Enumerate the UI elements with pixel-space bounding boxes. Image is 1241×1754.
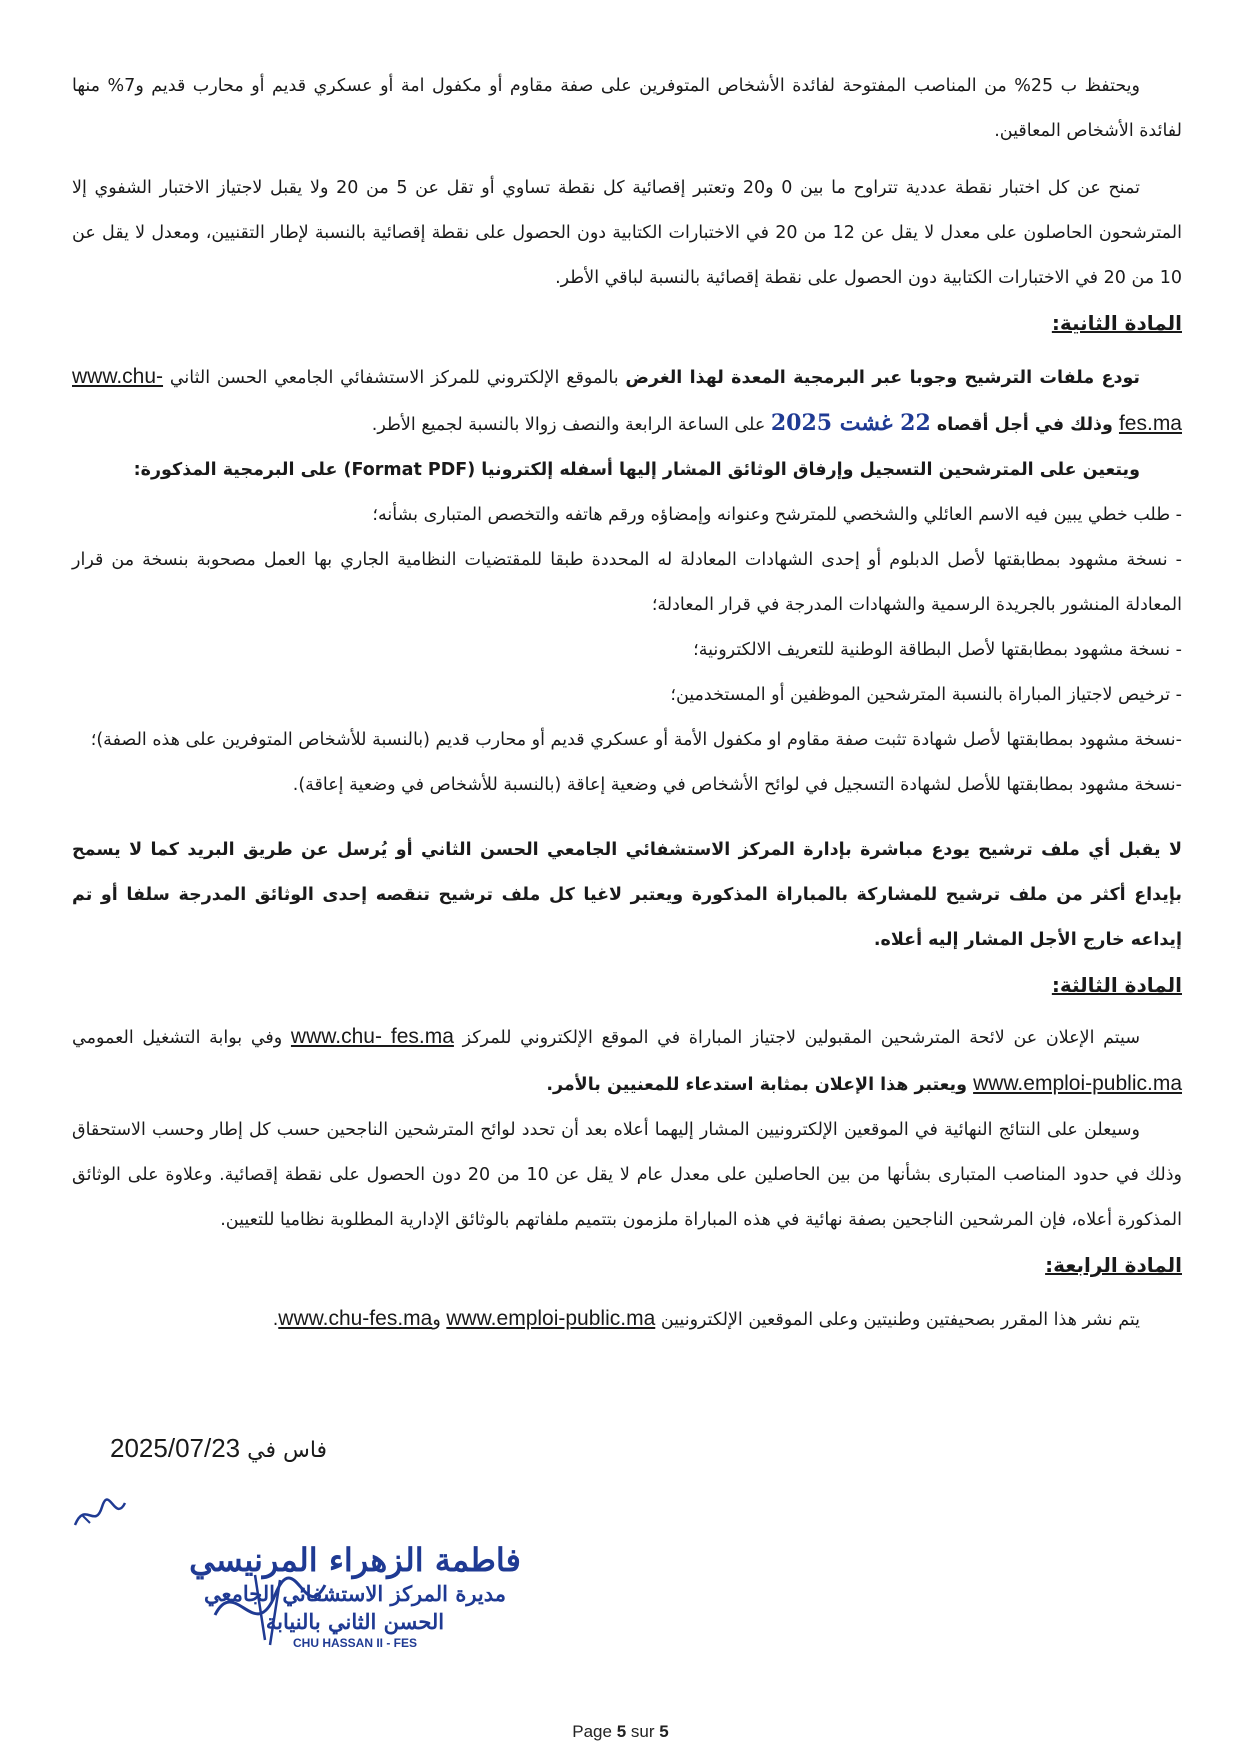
submission-bold: تودع ملفات الترشيح وجوبا عبر البرمجية المعدة لهذا الغرض — [625, 368, 1140, 388]
deadline-label: وذلك في أجل أقصاه — [930, 415, 1119, 435]
chu-fes-link[interactable]: www.chu-fes.ma — [72, 365, 1182, 435]
signatory-role-2: الحسن الثاني بالنيابة — [265, 1609, 445, 1634]
signatory-name: فاطمة الزهراء المرنيسي — [189, 1541, 521, 1579]
documents-intro: ويتعين على المترشحين التسجيل وإرفاق الوثائق المشار إليها أسفله إلكترونيا (Format PDF) على البرمجية المذكورة: — [133, 460, 1140, 480]
initials-scribble — [70, 1495, 130, 1535]
doc-item: -نسخة مشهود بمطابقتها لأصل شهادة تثبت صفة مقاوم او مكفول الأمة أو عسكري قديم أو محارب قديم (بالنسبة للأشخاص المتوفرين على هذه الصفة)؛ — [90, 730, 1182, 750]
doc-item: - طلب خطي يبين فيه الاسم العائلي والشخصي للمترشح وعنوانه وإمضاؤه ورقم هاتفه والتخصص المتبارى بشأنه؛ — [372, 505, 1182, 525]
article-4-heading: المادة الرابعة: — [1045, 1253, 1182, 1277]
signatory-role-1: مديرة المركز الاستشفائي الجامعي — [203, 1581, 507, 1606]
paragraph-quota: ويحتفظ ب 25% من المناصب المفتوحة لفائدة الأشخاص المتوفرين على صفة مقاوم أو مكفول امة أو عسكري قديم أو محارب قديم و7% منها لفائدة الأشخاص المعاقين. — [72, 76, 1182, 141]
signature-place: فاس في — [247, 1438, 328, 1463]
submission-text: بالموقع الإلكتروني للمركز الاستشفائي الجامعي الحسن الثاني — [163, 368, 626, 388]
doc-item: - نسخة مشهود بمطابقتها لأصل البطاقة الوطنية للتعريف الالكترونية؛ — [693, 640, 1182, 660]
paragraph-scoring: تمنح عن كل اختبار نقطة عددية تتراوح ما بين 0 و20 وتعتبر إقصائية كل نقطة تساوي أو تقل عن 5 من 20 ولا يقبل لاجتياز الاختبار الشفوي إلا المترشحون الحاصلون على معدل لا يقل عن 12 من 20 في الاختبارات الكتابية دون الحصول على نقطة إقصائية بالنسبة لإطار التقنيين، ومعدل لا يقل عن 10 من 20 في الاختبارات الكتابية دون الحصول على نقطة إقصائية بالنسبة لباقي الأطر. — [72, 178, 1182, 288]
article-2-submission — [72, 354, 1182, 448]
signature-date-value: 2025/07/23 — [110, 1433, 241, 1463]
stamp-org: CHU HASSAN II - FES — [292, 1636, 417, 1650]
sur-word: sur — [630, 1722, 655, 1741]
rejection-notice: لا يقبل أي ملف ترشيح يودع مباشرة بإدارة المركز الاستشفائي الجامعي الحسن الثاني أو يُرسل عن طريق البريد كما لا يسمح بإيداع أكثر من ملف ترشيح للمشاركة بالمباراة المذكورة ويعتبر لاغيا كل ملف ترشيح تنقصه إحدى الوثائق المدرجة سلفا أو تم إيداعه خارج الأجل المشار إليه أعلاه. — [72, 840, 1182, 950]
deadline-date: 22 غشت 2025 — [770, 410, 931, 436]
article-3-results: وسيعلن على النتائج النهائية في الموقعين الإلكترونيين المشار إليهما أعلاه بعد أن تحدد لوائح المترشحين الناجحين حسب كل إطار وحسب الاستحقاق وذلك في حدود المناصب المتبارى بشأنها من بين الحاصلين على معدل عام لا يقل عن 10 من 20 دون الحصول على نقطة إقصائية. وعلاوة على الوثائق المذكورة أعلاه، فإن المرشحين الناجحين بصفة نهائية في هذه المباراة ملزمون بتتميم ملفاتهم بالوثائق الإدارية المطلوبة نظاميا للتعيين. — [72, 1120, 1183, 1230]
article-4-publication: يتم نشر هذا المقرر بصحيفتين وطنيتين وعلى الموقعين الإلكترونيين www.emploi-public.ma وwww.chu-fes.ma. — [272, 1307, 1140, 1330]
doc-item: -نسخة مشهود بمطابقتها للأصل لشهادة التسجيل في لوائح الأشخاص في وضعية إعاقة (بالنسبة للأشخاص في وضعية إعاقة). — [292, 775, 1182, 795]
article-2-heading: المادة الثانية: — [1051, 311, 1182, 335]
doc-item: - نسخة مشهود بمطابقتها لأصل الدبلوم أو إحدى الشهادات المعادلة له المحددة طبقا للمقتضيات النظامية الجاري بها العمل مصحوبة بنسخة من قرار المعادلة المنشور بالجريدة الرسمية والشهادات المدرجة في قرار المعادلة؛ — [72, 550, 1182, 615]
chu-fes-link-2[interactable]: www.chu- fes.ma — [290, 1025, 454, 1048]
emploi-public-link[interactable]: www.emploi-public.ma — [973, 1072, 1182, 1095]
article-3-announcement: سيتم الإعلان عن لائحة المترشحين المقبولين لاجتياز المباراة في الموقع الإلكتروني للمركز www.chu- fes.ma وفي بوابة التشغيل العمومي www.emploi-public.ma ويعتبر هذا الإعلان بمثابة استدعاء للمعنيين بالأمر. — [72, 1025, 1182, 1095]
page-current: 5 — [616, 1722, 627, 1741]
emploi-public-link-2[interactable]: www.emploi-public.ma — [446, 1307, 656, 1330]
document-body — [72, 64, 1182, 1343]
article-3-heading: المادة الثالثة: — [1051, 973, 1182, 997]
page-total: 5 — [659, 1722, 669, 1741]
page-footer — [0, 1722, 1241, 1742]
page-word: Page — [572, 1722, 612, 1741]
signature-date — [110, 1433, 410, 1464]
chu-fes-link-3[interactable]: www.chu-fes.ma — [278, 1307, 433, 1330]
doc-item: - ترخيص لاجتياز المباراة بالنسبة المترشحين الموظفين أو المستخدمين؛ — [670, 685, 1182, 705]
deadline-text: على الساعة الرابعة والنصف زوالا بالنسبة لجميع الأطر. — [371, 415, 771, 435]
signature-icon — [195, 1555, 345, 1665]
